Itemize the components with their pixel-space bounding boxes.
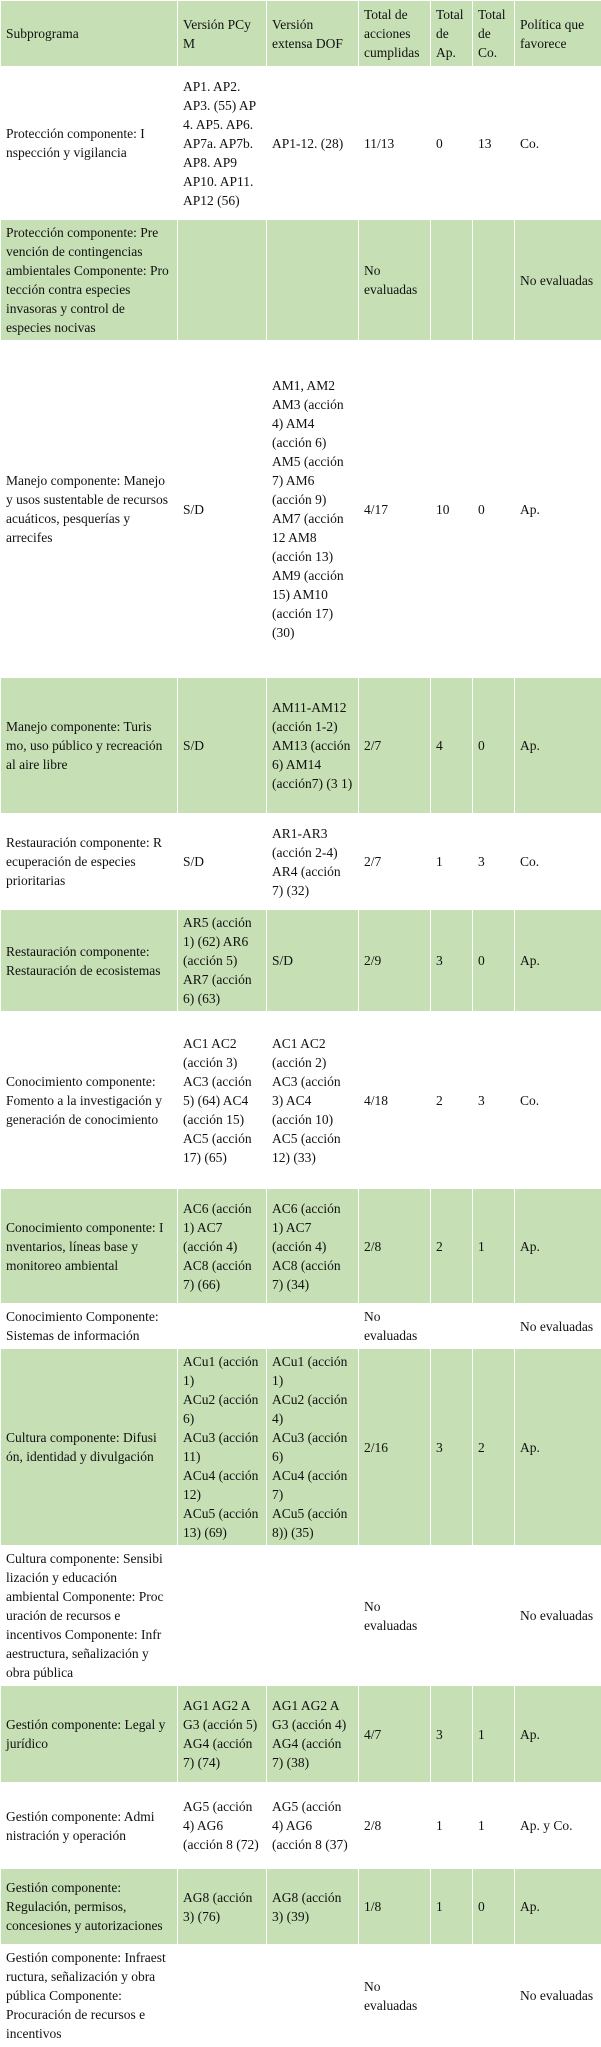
cell-co: 0 [473, 678, 515, 814]
cell-pcym: AR5 (acción 1) (62) AR6 (acción 5) AR7 (acción 6) (63) [178, 910, 267, 1012]
cell-dof: AR1-AR3 (acción 2-4) AR4 (acción 7) (32) [267, 814, 359, 910]
table-row [1, 1869, 601, 1945]
cell-dof: AM1, AM2 AM3 (acción 4) AM4 (acción 6) AM5 (acción 7) AM6 (acción 9) AM7 (acción 12 AM8 (acción 13) AM9 (acción 15) AM10 (acción 17) (30) [267, 341, 359, 678]
cell-ap: 3 [431, 1349, 473, 1546]
cell-dof: ACu1 (acción 1) ACu2 (acción 4) ACu3 (acción 6) ACu4 (acción 7) ACu5 (acción 8)) (35) [267, 1349, 359, 1546]
cell-ap: 2 [431, 1012, 473, 1189]
cell-politica: Co. [515, 1012, 601, 1189]
cell-acciones: 4/17 [359, 341, 431, 678]
header-version-dof: Versión extensa DOF [267, 1, 359, 67]
cell-dof [267, 1945, 359, 2047]
cell-politica: Ap. y Co. [515, 1783, 601, 1869]
cell-ap: 3 [431, 1686, 473, 1783]
cell-subprograma: Cultura componente: Difusi ón, identidad y divulgación [1, 1349, 178, 1546]
cell-co: 13 [473, 67, 515, 220]
cell-pcym: S/D [178, 678, 267, 814]
cell-ap: 1 [431, 1869, 473, 1945]
table-row [1, 1945, 601, 2047]
cell-acciones: No evaluadas [359, 1546, 431, 1686]
cell-pcym: AC6 (acción 1) AC7 (acción 4) AC8 (acción 7) (66) [178, 1189, 267, 1304]
cell-politica: No evaluadas [515, 220, 601, 341]
cell-co [473, 1945, 515, 2047]
cell-pcym: AC1 AC2 (acción 3) AC3 (acción 5) (64) AC4 (acción 15) AC5 (acción 17) (65) [178, 1012, 267, 1189]
cell-dof [267, 1304, 359, 1349]
cell-pcym: AG5 (acción 4) AG6 (acción 8 (72) [178, 1783, 267, 1869]
cell-subprograma: Conocimiento componente: Fomento a la investigación y generación de conocimiento [1, 1012, 178, 1189]
cell-ap: 1 [431, 814, 473, 910]
table-row [1, 678, 601, 814]
cell-acciones: 2/7 [359, 814, 431, 910]
cell-ap: 10 [431, 341, 473, 678]
cell-ap: 3 [431, 910, 473, 1012]
header-subprograma: Subprograma [1, 1, 178, 67]
cell-ap [431, 220, 473, 341]
cell-dof: AC6 (acción 1) AC7 (acción 4) AC8 (acción 7) (34) [267, 1189, 359, 1304]
cell-dof: AG8 (acción 3) (39) [267, 1869, 359, 1945]
cell-subprograma: Cultura componente: Sensibi lización y educación ambiental Componente: Proc uración de recursos e incentivos Componente: Infr aestructura, señalización y obra pública [1, 1546, 178, 1686]
cell-pcym: AG8 (acción 3) (76) [178, 1869, 267, 1945]
cell-co: 3 [473, 1012, 515, 1189]
table-row [1, 1349, 601, 1546]
table-row [1, 341, 601, 678]
cell-subprograma: Protección componente: I nspección y vigilancia [1, 67, 178, 220]
cell-dof: AM11-AM12 (acción 1-2) AM13 (acción 6) AM14 (acción7) (3 1) [267, 678, 359, 814]
cell-pcym: S/D [178, 814, 267, 910]
cell-politica: Co. [515, 814, 601, 910]
table-row [1, 814, 601, 910]
cell-co [473, 220, 515, 341]
cell-politica: Ap. [515, 1686, 601, 1783]
cell-acciones: 2/16 [359, 1349, 431, 1546]
cell-subprograma: Conocimiento Componente: Sistemas de información [1, 1304, 178, 1349]
cell-acciones: 1/8 [359, 1869, 431, 1945]
cell-dof: S/D [267, 910, 359, 1012]
cell-acciones: 11/13 [359, 67, 431, 220]
cell-politica: Co. [515, 67, 601, 220]
cell-co: 1 [473, 1686, 515, 1783]
cell-co: 0 [473, 910, 515, 1012]
table-row [1, 1189, 601, 1304]
cell-subprograma: Gestión componente: Infraest ructura, señalización y obra pública Componente: Procuración de recursos e incentivos [1, 1945, 178, 2047]
cell-dof [267, 220, 359, 341]
header-version-pcym: Versión PCy M [178, 1, 267, 67]
cell-acciones: No evaluadas [359, 1945, 431, 2047]
cell-co: 3 [473, 814, 515, 910]
cell-subprograma: Gestión componente: Regulación, permisos, concesiones y autorizaciones [1, 1869, 178, 1945]
cell-pcym: AG1 AG2 A G3 (acción 5) AG4 (acción 7) (74) [178, 1686, 267, 1783]
header-total-ap: Total de Ap. [431, 1, 473, 67]
cell-acciones: 4/18 [359, 1012, 431, 1189]
cell-co: 0 [473, 1869, 515, 1945]
cell-dof [267, 1546, 359, 1686]
cell-politica: No evaluadas [515, 1304, 601, 1349]
cell-politica: No evaluadas [515, 1546, 601, 1686]
table-row [1, 1686, 601, 1783]
cell-acciones: 4/7 [359, 1686, 431, 1783]
cell-co: 0 [473, 341, 515, 678]
cell-acciones: 2/8 [359, 1783, 431, 1869]
cell-acciones: 2/7 [359, 678, 431, 814]
cell-ap: 4 [431, 678, 473, 814]
cell-politica: Ap. [515, 1189, 601, 1304]
cell-co [473, 1546, 515, 1686]
cell-subprograma: Manejo componente: Turis mo, uso público y recreación al aire libre [1, 678, 178, 814]
cell-acciones: 2/8 [359, 1189, 431, 1304]
cell-pcym [178, 1945, 267, 2047]
cell-co: 2 [473, 1349, 515, 1546]
cell-ap: 1 [431, 1783, 473, 1869]
table-row [1, 1012, 601, 1189]
cell-pcym: ACu1 (acción 1) ACu2 (acción 6) ACu3 (acción 11) ACu4 (acción 12) ACu5 (acción 13) (69) [178, 1349, 267, 1546]
cell-ap: 0 [431, 67, 473, 220]
cell-dof: AG5 (acción 4) AG6 (acción 8 (37) [267, 1783, 359, 1869]
header-row [1, 1, 601, 67]
table-row [1, 1304, 601, 1349]
cell-politica: Ap. [515, 1869, 601, 1945]
cell-dof: AP1-12. (28) [267, 67, 359, 220]
cell-ap [431, 1546, 473, 1686]
cell-ap [431, 1304, 473, 1349]
cell-subprograma: Restauración componente: Restauración de ecosistemas [1, 910, 178, 1012]
cell-co: 1 [473, 1783, 515, 1869]
cell-acciones: 2/9 [359, 910, 431, 1012]
cell-politica: Ap. [515, 910, 601, 1012]
cell-pcym: AP1. AP2. AP3. (55) AP 4. AP5. AP6. AP7a. AP7b. AP8. AP9 AP10. AP11. AP12 (56) [178, 67, 267, 220]
cell-subprograma: Restauración componente: R ecuperación de especies prioritarias [1, 814, 178, 910]
cell-pcym: S/D [178, 341, 267, 678]
cell-subprograma: Protección componente: Pre vención de contingencias ambientales Componente: Pro tección contra especies invasoras y control de especies nocivas [1, 220, 178, 341]
table-row [1, 67, 601, 220]
table-row [1, 1546, 601, 1686]
cell-politica: Ap. [515, 1349, 601, 1546]
table-row [1, 910, 601, 1012]
cell-dof: AC1 AC2 (acción 2) AC3 (acción 3) AC4 (acción 10) AC5 (acción 12) (33) [267, 1012, 359, 1189]
cell-politica: Ap. [515, 341, 601, 678]
header-total-co: Total de Co. [473, 1, 515, 67]
header-total-acciones: Total de acciones cumplidas [359, 1, 431, 67]
table-row [1, 220, 601, 341]
cell-pcym [178, 220, 267, 341]
cell-subprograma: Manejo componente: Manejo y usos sustentable de recursos acuáticos, pesquerías y arrecifes [1, 341, 178, 678]
cell-dof: AG1 AG2 A G3 (acción 4) AG4 (acción 7) (38) [267, 1686, 359, 1783]
cell-pcym [178, 1546, 267, 1686]
cell-ap: 2 [431, 1189, 473, 1304]
cell-co: 1 [473, 1189, 515, 1304]
cell-subprograma: Conocimiento componente: I nventarios, líneas base y monitoreo ambiental [1, 1189, 178, 1304]
cell-co [473, 1304, 515, 1349]
cell-pcym [178, 1304, 267, 1349]
cell-ap [431, 1945, 473, 2047]
cell-subprograma: Gestión componente: Legal y jurídico [1, 1686, 178, 1783]
cell-acciones: No evaluadas [359, 220, 431, 341]
cell-subprograma: Gestión componente: Admi nistración y operación [1, 1783, 178, 1869]
cell-politica: No evaluadas [515, 1945, 601, 2047]
cell-politica: Ap. [515, 678, 601, 814]
header-politica: Política que favorece [515, 1, 601, 67]
cell-acciones: No evaluadas [359, 1304, 431, 1349]
table-row [1, 1783, 601, 1869]
